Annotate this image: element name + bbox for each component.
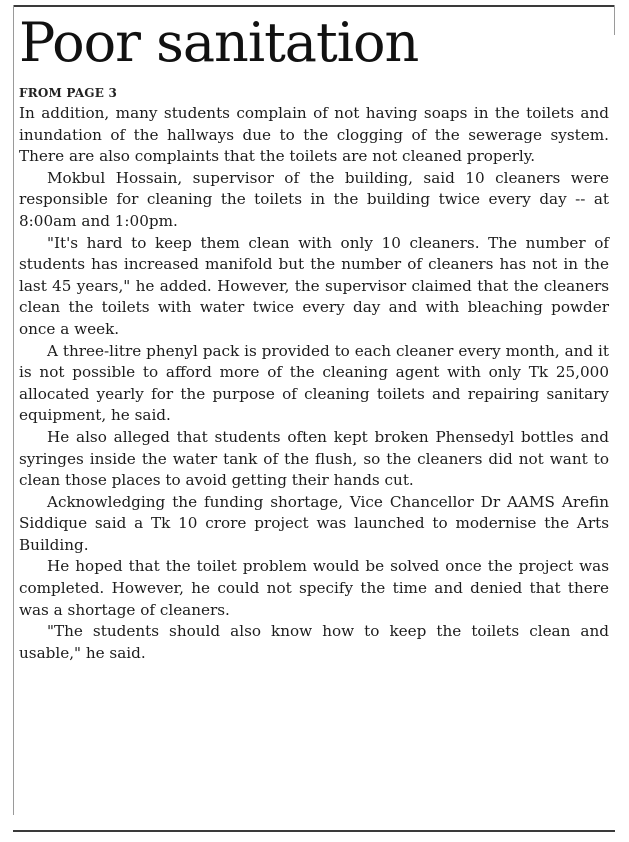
left-border-rule <box>13 5 14 815</box>
paragraph-8: "The students should also know how to keep the toilets clean and usable," he said. <box>19 622 609 662</box>
paragraph-3: "It's hard to keep them clean with only 10 cleaners. The number of students has increased manifold but the number of cleaners has not in the last 45 years," he added. However, the supervisor claimed that the cleaners clean the toilets with water twice every day and with bleaching powder once a week. <box>19 233 609 338</box>
headline: Poor sanitation <box>19 11 419 74</box>
right-border-rule <box>614 5 615 35</box>
continued-from-label: FROM PAGE 3 <box>19 86 117 100</box>
bottom-border-rule <box>13 830 615 832</box>
paragraph-7: He hoped that the toilet problem would be solved once the project was completed. However, he could not specify the time and denied that there was a shortage of cleaners. <box>19 557 609 619</box>
paragraph-6: Acknowledging the funding shortage, Vice Chancellor Dr AAMS Arefin Siddique said a Tk 10 crore project was launched to modernise the Arts Building. <box>19 492 609 554</box>
paragraph-1: In addition, many students complain of not having soaps in the toilets and inundation of the hallways due to the clogging of the sewerage system. There are also complaints that the toilets are not cleaned properly. <box>19 104 609 166</box>
paragraph-5: He also alleged that students often kept broken Phensedyl bottles and syringes inside the water tank of the flush, so the cleaners did not want to clean those places to avoid getting their hands cut. <box>19 427 609 490</box>
paragraph-2: Mokbul Hossain, supervisor of the building, said 10 cleaners were responsible for cleaning the toilets in the building twice every day -- at 8:00am and 1:00pm. <box>19 168 609 230</box>
paragraph-4: A three-litre phenyl pack is provided to each cleaner every month, and it is not possible to afford more of the cleaning agent with only Tk 25,000 allocated yearly for the purpose of cleaning toilets and repairing sanitary equipment, he said. <box>19 341 609 425</box>
article-body <box>19 103 609 664</box>
